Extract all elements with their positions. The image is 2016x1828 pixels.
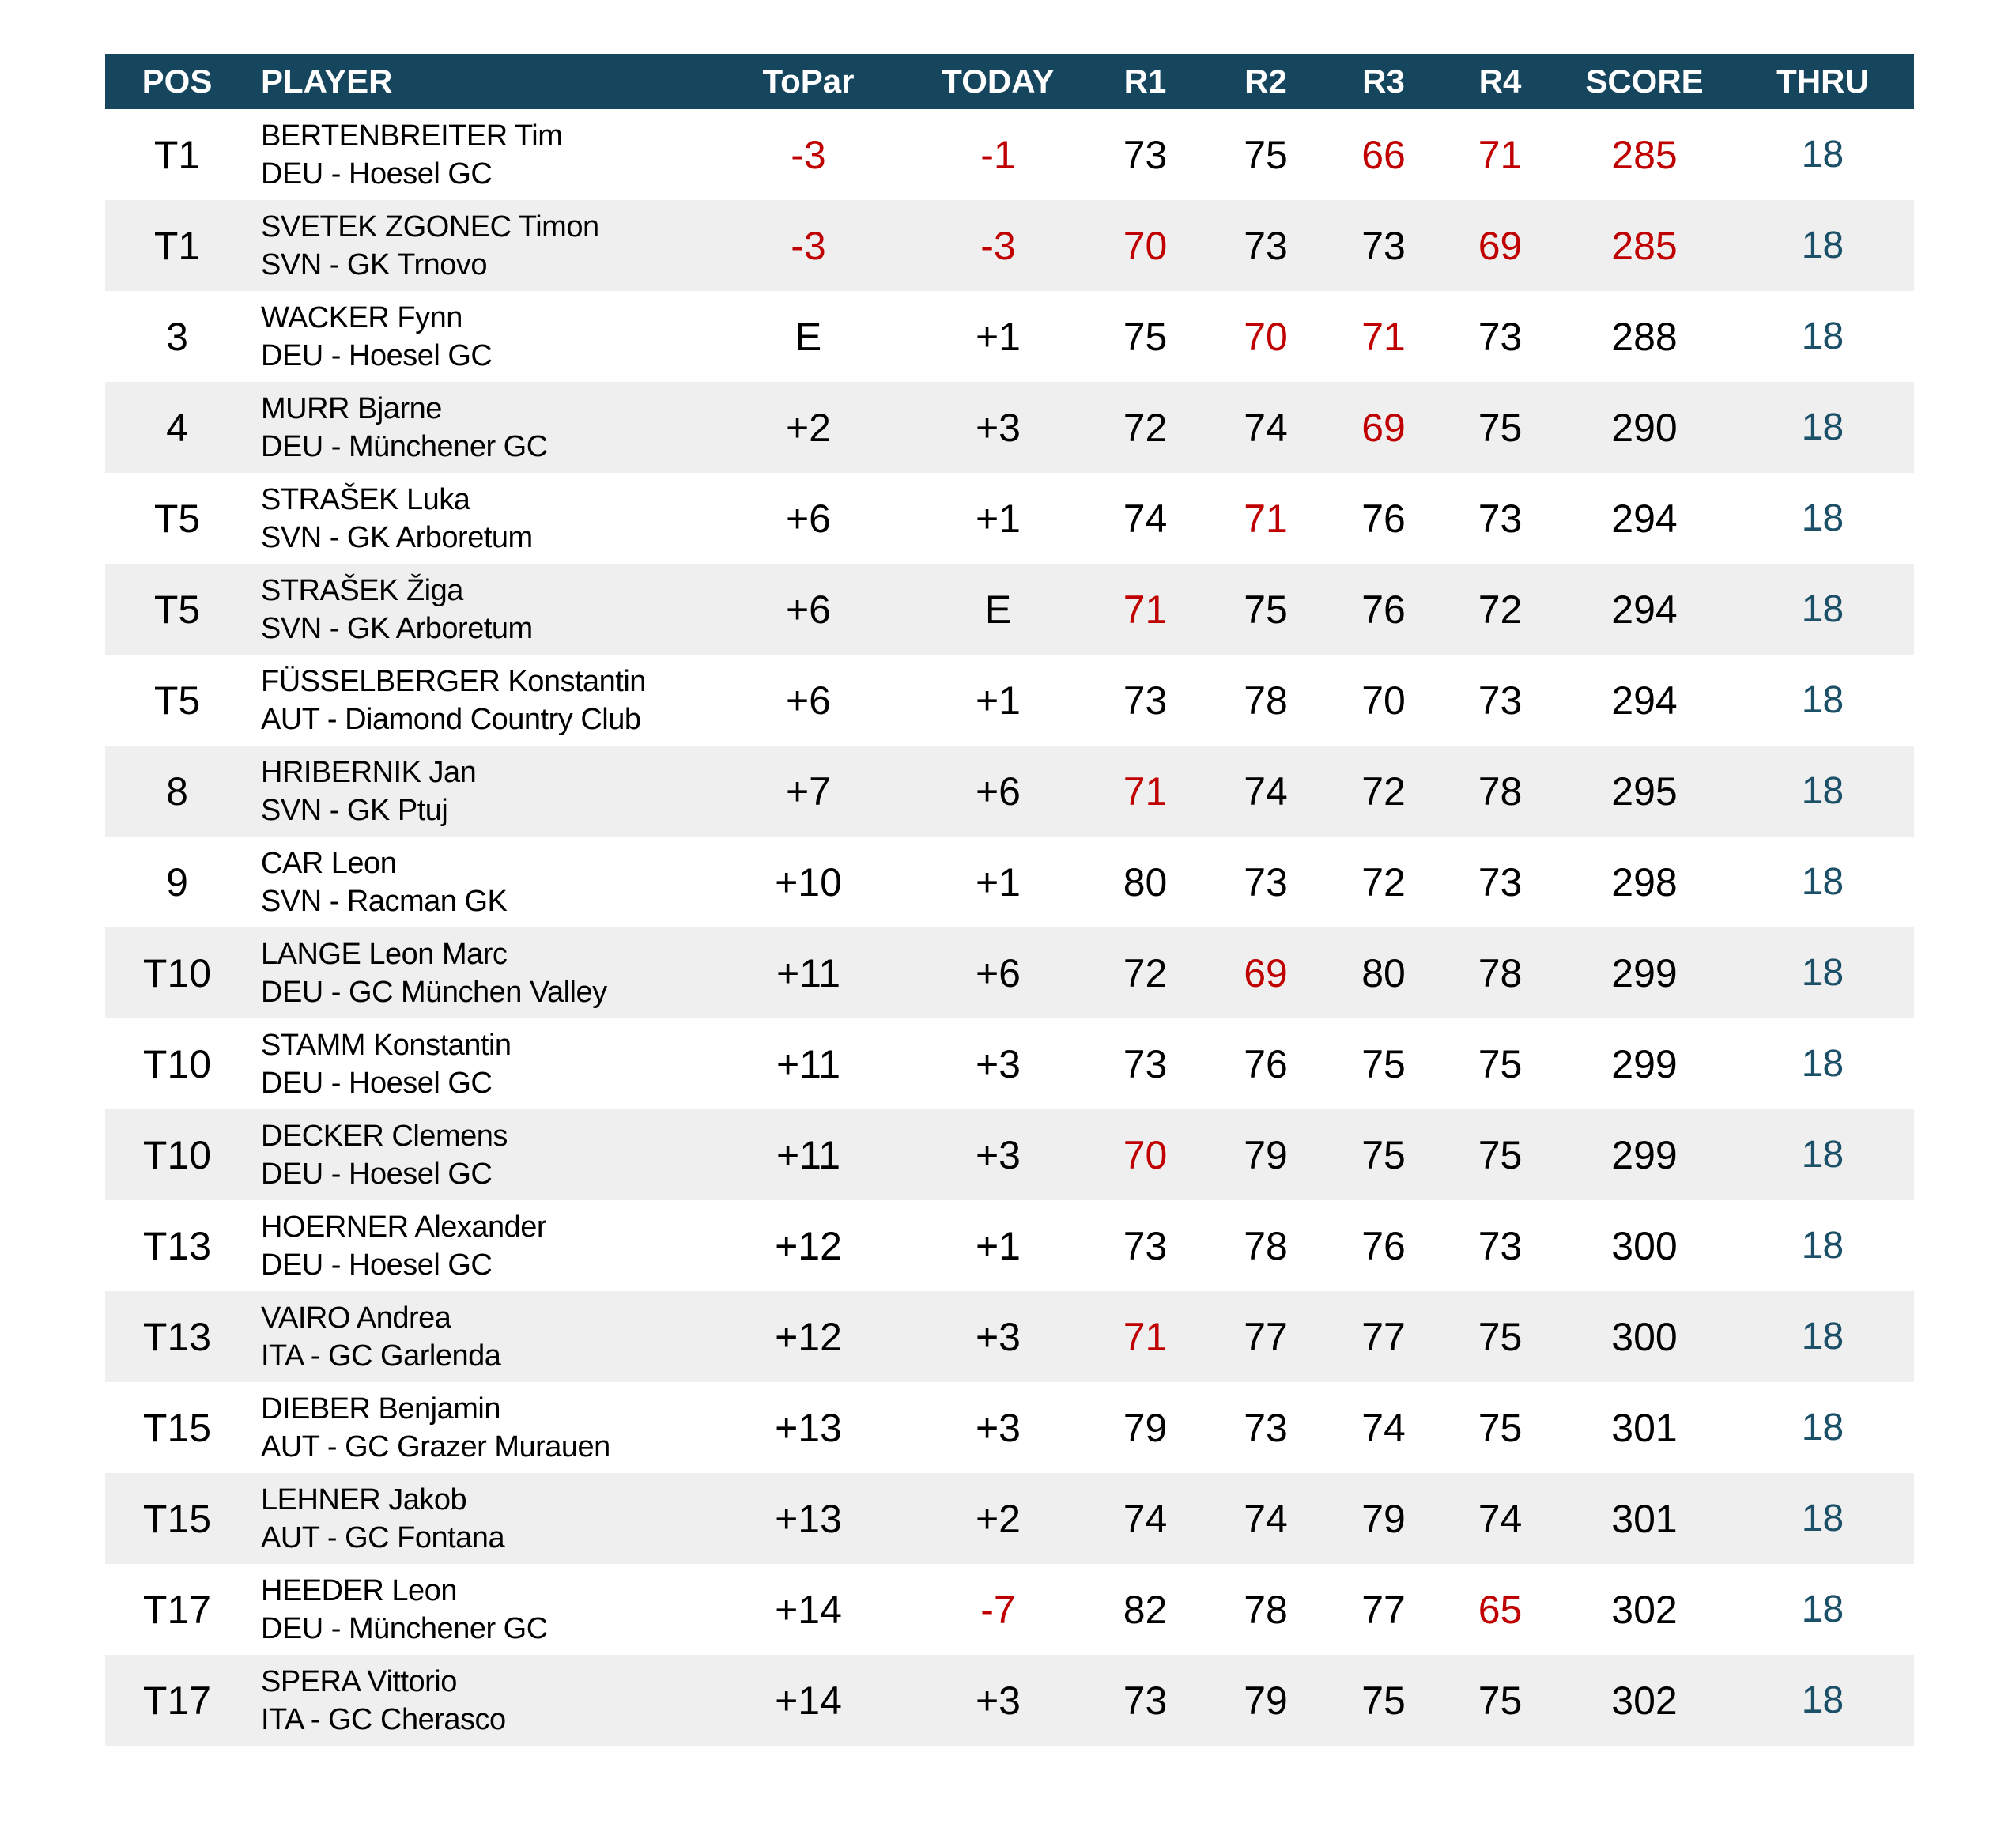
r3-cell: 74: [1361, 1405, 1406, 1450]
score-cell: 298: [1611, 859, 1678, 905]
topar-cell: +12: [775, 1223, 842, 1268]
table-row: [105, 473, 1914, 564]
r1-cell: 73: [1123, 1678, 1168, 1723]
thru-cell: 18: [1801, 1498, 1844, 1539]
r3-cell: 66: [1361, 132, 1406, 177]
r2-cell: 78: [1244, 1587, 1288, 1632]
player-name: STAMM Konstantin: [261, 1028, 512, 1062]
r2-cell: 69: [1244, 950, 1288, 995]
table-row: [105, 655, 1914, 746]
player-cell: [249, 473, 704, 564]
score-cell: 300: [1611, 1314, 1678, 1359]
score-cell: 299: [1611, 1041, 1678, 1086]
topar-cell: -3: [791, 132, 826, 177]
thru-cell: 18: [1801, 1679, 1844, 1721]
today-cell: +1: [975, 496, 1021, 541]
r3-cell: 77: [1361, 1587, 1406, 1632]
r3-cell: 79: [1361, 1496, 1406, 1541]
player-cell: [249, 746, 704, 837]
player-name: VAIRO Andrea: [261, 1301, 451, 1335]
r3-cell: 76: [1361, 496, 1406, 541]
player-cell: [249, 1018, 704, 1109]
table-row: [105, 291, 1914, 382]
topar-cell: +6: [785, 678, 831, 723]
today-cell: E: [984, 587, 1012, 632]
r2-cell: 74: [1244, 1496, 1288, 1541]
player-cell: [249, 1382, 704, 1473]
score-cell: 288: [1611, 314, 1678, 359]
thru-cell: 18: [1801, 1588, 1844, 1630]
r2-cell: 74: [1244, 405, 1288, 450]
player-name: SVETEK ZGONEC Timon: [261, 210, 599, 244]
player-name: STRAŠEK Luka: [261, 482, 470, 516]
r3-cell: 73: [1361, 223, 1406, 268]
position-cell: T17: [142, 1587, 212, 1632]
column-header-r4: R4: [1443, 54, 1557, 109]
score-cell: 299: [1611, 1132, 1678, 1177]
r2-cell: 79: [1244, 1132, 1288, 1177]
score-cell: 294: [1611, 496, 1678, 541]
table-row: [105, 1291, 1914, 1382]
today-cell: +3: [975, 405, 1021, 450]
r2-cell: 78: [1244, 678, 1288, 723]
r4-cell: 78: [1478, 769, 1523, 814]
player-cell: [249, 200, 704, 291]
today-cell: +6: [975, 769, 1021, 814]
player-club: AUT - Diamond Country Club: [261, 702, 641, 736]
r4-cell: 73: [1478, 314, 1523, 359]
position-cell: 8: [166, 769, 188, 814]
r4-cell: 73: [1478, 859, 1523, 905]
r3-cell: 77: [1361, 1314, 1406, 1359]
r3-cell: 72: [1361, 859, 1406, 905]
score-cell: 302: [1611, 1678, 1678, 1723]
topar-cell: +14: [775, 1678, 842, 1723]
position-cell: T10: [142, 1132, 212, 1177]
topar-cell: +11: [776, 950, 841, 995]
position-cell: T5: [153, 678, 201, 723]
player-club: DEU - GC München Valley: [261, 975, 607, 1009]
today-cell: +6: [975, 950, 1021, 995]
topar-cell: +12: [775, 1314, 842, 1359]
r4-cell: 65: [1478, 1587, 1523, 1632]
player-club: DEU - Hoesel GC: [261, 338, 493, 372]
topar-cell: E: [795, 314, 822, 359]
r2-cell: 73: [1244, 859, 1288, 905]
r1-cell: 73: [1123, 678, 1168, 723]
r3-cell: 69: [1361, 405, 1406, 450]
r2-cell: 77: [1244, 1314, 1288, 1359]
player-name: WACKER Fynn: [261, 300, 462, 334]
player-club: AUT - GC Grazer Murauen: [261, 1430, 610, 1464]
thru-cell: 18: [1801, 315, 1844, 357]
score-cell: 294: [1611, 587, 1678, 632]
r1-cell: 73: [1123, 1223, 1168, 1268]
table-row: [105, 200, 1914, 291]
score-cell: 295: [1611, 769, 1678, 814]
player-cell: [249, 1200, 704, 1291]
r1-cell: 71: [1123, 1314, 1168, 1359]
player-club: ITA - GC Cherasco: [261, 1702, 506, 1736]
player-name: LEHNER Jakob: [261, 1482, 467, 1516]
r4-cell: 74: [1478, 1496, 1523, 1541]
topar-cell: +2: [785, 405, 831, 450]
thru-cell: 18: [1801, 770, 1844, 812]
player-club: DEU - Münchener GC: [261, 1611, 548, 1645]
table-row: [105, 382, 1914, 473]
score-cell: 301: [1611, 1405, 1678, 1450]
topar-cell: +7: [785, 769, 831, 814]
player-name: MURR Bjarne: [261, 391, 442, 425]
today-cell: +3: [975, 1041, 1021, 1086]
topar-cell: +13: [775, 1405, 842, 1450]
r1-cell: 79: [1123, 1405, 1168, 1450]
player-club: AUT - GC Fontana: [261, 1520, 505, 1554]
player-club: ITA - GC Garlenda: [261, 1339, 501, 1373]
player-club: DEU - Hoesel GC: [261, 1066, 493, 1100]
table-row: [105, 1018, 1914, 1109]
player-club: SVN - Racman GK: [261, 884, 508, 918]
table-row: [105, 109, 1914, 200]
r3-cell: 75: [1361, 1041, 1406, 1086]
player-cell: [249, 655, 704, 746]
player-cell: [249, 1473, 704, 1564]
player-name: FÜSSELBERGER Konstantin: [261, 664, 646, 698]
score-cell: 285: [1611, 132, 1678, 177]
today-cell: -3: [980, 223, 1016, 268]
table-row: [105, 1473, 1914, 1564]
r1-cell: 74: [1123, 1496, 1168, 1541]
r1-cell: 74: [1123, 496, 1168, 541]
r3-cell: 75: [1361, 1132, 1406, 1177]
thru-cell: 18: [1801, 1043, 1844, 1085]
thru-cell: 18: [1801, 952, 1844, 994]
r4-cell: 75: [1478, 405, 1523, 450]
player-name: HRIBERNIK Jan: [261, 755, 477, 789]
player-name: DIEBER Benjamin: [261, 1392, 500, 1426]
position-cell: T1: [153, 132, 201, 177]
today-cell: +1: [975, 1223, 1021, 1268]
r4-cell: 72: [1478, 587, 1523, 632]
topar-cell: +13: [775, 1496, 842, 1541]
today-cell: +3: [975, 1314, 1021, 1359]
r2-cell: 76: [1244, 1041, 1288, 1086]
topar-cell: +6: [785, 587, 831, 632]
r4-cell: 75: [1478, 1041, 1523, 1086]
r1-cell: 71: [1123, 587, 1168, 632]
position-cell: T15: [142, 1496, 212, 1541]
r1-cell: 71: [1123, 769, 1168, 814]
thru-cell: 18: [1801, 497, 1844, 539]
position-cell: 9: [166, 859, 188, 905]
today-cell: +3: [975, 1132, 1021, 1177]
r1-cell: 73: [1123, 1041, 1168, 1086]
r4-cell: 73: [1478, 1223, 1523, 1268]
r4-cell: 75: [1478, 1678, 1523, 1723]
thru-cell: 18: [1801, 679, 1844, 721]
position-cell: T17: [142, 1678, 212, 1723]
player-cell: [249, 1109, 704, 1200]
player-name: STRAŠEK Žiga: [261, 573, 463, 607]
r2-cell: 73: [1244, 1405, 1288, 1450]
position-cell: T5: [153, 496, 201, 541]
table-row: [105, 1382, 1914, 1473]
column-header-thru: THRU: [1731, 54, 1914, 109]
r1-cell: 72: [1123, 405, 1168, 450]
score-cell: 299: [1611, 950, 1678, 995]
player-name: HEEDER Leon: [261, 1573, 457, 1607]
position-cell: T13: [142, 1314, 212, 1359]
player-club: DEU - Hoesel GC: [261, 1248, 493, 1282]
topar-cell: +14: [775, 1587, 842, 1632]
player-cell: [249, 109, 704, 200]
table-row: [105, 746, 1914, 837]
r1-cell: 75: [1123, 314, 1168, 359]
r1-cell: 72: [1123, 950, 1168, 995]
table-row: [105, 1109, 1914, 1200]
today-cell: +2: [975, 1496, 1021, 1541]
r1-cell: 70: [1123, 1132, 1168, 1177]
column-header-player: PLAYER: [249, 54, 704, 109]
player-cell: [249, 1655, 704, 1746]
r3-cell: 75: [1361, 1678, 1406, 1723]
r4-cell: 75: [1478, 1405, 1523, 1450]
position-cell: 3: [166, 314, 188, 359]
thru-cell: 18: [1801, 1407, 1844, 1448]
score-cell: 300: [1611, 1223, 1678, 1268]
topar-cell: -3: [791, 223, 826, 268]
player-name: SPERA Vittorio: [261, 1664, 457, 1698]
column-header-topar: ToPar: [704, 54, 913, 109]
r4-cell: 73: [1478, 496, 1523, 541]
today-cell: +1: [975, 678, 1021, 723]
today-cell: +1: [975, 314, 1021, 359]
thru-cell: 18: [1801, 406, 1844, 448]
player-name: CAR Leon: [261, 846, 397, 880]
position-cell: T15: [142, 1405, 212, 1450]
table-row: [105, 837, 1914, 927]
today-cell: -1: [980, 132, 1016, 177]
table-row: [105, 927, 1914, 1018]
r4-cell: 75: [1478, 1314, 1523, 1359]
player-cell: [249, 564, 704, 655]
player-cell: [249, 1291, 704, 1382]
thru-cell: 18: [1801, 225, 1844, 266]
player-name: BERTENBREITER Tim: [261, 119, 563, 153]
player-cell: [249, 1564, 704, 1655]
player-cell: [249, 837, 704, 927]
r3-cell: 70: [1361, 678, 1406, 723]
r4-cell: 71: [1478, 132, 1523, 177]
player-club: SVN - GK Ptuj: [261, 793, 448, 827]
r3-cell: 76: [1361, 587, 1406, 632]
player-club: DEU - Hoesel GC: [261, 1157, 493, 1191]
r4-cell: 69: [1478, 223, 1523, 268]
player-cell: [249, 291, 704, 382]
column-header-today: TODAY: [913, 54, 1083, 109]
position-cell: T10: [142, 1041, 212, 1086]
score-cell: 290: [1611, 405, 1678, 450]
r3-cell: 80: [1361, 950, 1406, 995]
r4-cell: 75: [1478, 1132, 1523, 1177]
r1-cell: 82: [1123, 1587, 1168, 1632]
column-header-r1: R1: [1083, 54, 1207, 109]
topar-cell: +10: [775, 859, 842, 905]
thru-cell: 18: [1801, 134, 1844, 176]
header-row: [105, 54, 1914, 109]
topar-cell: +11: [776, 1041, 841, 1086]
r2-cell: 75: [1244, 587, 1288, 632]
player-club: SVN - GK Trnovo: [261, 247, 488, 281]
score-cell: 294: [1611, 678, 1678, 723]
table-row: [105, 1200, 1914, 1291]
table-row: [105, 1655, 1914, 1746]
r3-cell: 72: [1361, 769, 1406, 814]
leaderboard-header: [105, 54, 1914, 109]
column-header-r3: R3: [1324, 54, 1443, 109]
topar-cell: +6: [785, 496, 831, 541]
player-club: DEU - Hoesel GC: [261, 157, 493, 191]
r1-cell: 80: [1123, 859, 1168, 905]
thru-cell: 18: [1801, 1225, 1844, 1267]
position-cell: T1: [153, 223, 201, 268]
r2-cell: 78: [1244, 1223, 1288, 1268]
topar-cell: +11: [776, 1132, 841, 1177]
r1-cell: 70: [1123, 223, 1168, 268]
column-header-r2: R2: [1207, 54, 1324, 109]
r2-cell: 79: [1244, 1678, 1288, 1723]
player-club: SVN - GK Arboretum: [261, 520, 533, 554]
today-cell: -7: [980, 1587, 1016, 1632]
score-cell: 302: [1611, 1587, 1678, 1632]
player-cell: [249, 927, 704, 1018]
r3-cell: 71: [1361, 314, 1406, 359]
thru-cell: 18: [1801, 1134, 1844, 1176]
r2-cell: 73: [1244, 223, 1288, 268]
column-header-pos: POS: [105, 54, 249, 109]
column-header-score: SCORE: [1557, 54, 1731, 109]
score-cell: 301: [1611, 1496, 1678, 1541]
today-cell: +1: [975, 859, 1021, 905]
position-cell: 4: [166, 405, 188, 450]
leaderboard-body: [105, 109, 1914, 1746]
today-cell: +3: [975, 1405, 1021, 1450]
r3-cell: 76: [1361, 1223, 1406, 1268]
r2-cell: 71: [1244, 496, 1288, 541]
r2-cell: 75: [1244, 132, 1288, 177]
leaderboard-table: [105, 54, 1914, 1746]
position-cell: T10: [142, 950, 212, 995]
thru-cell: 18: [1801, 1316, 1844, 1358]
r4-cell: 73: [1478, 678, 1523, 723]
player-name: LANGE Leon Marc: [261, 937, 508, 971]
r2-cell: 70: [1244, 314, 1288, 359]
player-club: DEU - Münchener GC: [261, 429, 548, 463]
position-cell: T13: [142, 1223, 212, 1268]
table-row: [105, 1564, 1914, 1655]
player-cell: [249, 382, 704, 473]
r4-cell: 78: [1478, 950, 1523, 995]
r1-cell: 73: [1123, 132, 1168, 177]
player-name: HOERNER Alexander: [261, 1210, 547, 1244]
today-cell: +3: [975, 1678, 1021, 1723]
score-cell: 285: [1611, 223, 1678, 268]
thru-cell: 18: [1801, 588, 1844, 630]
table-row: [105, 564, 1914, 655]
player-club: SVN - GK Arboretum: [261, 611, 533, 645]
thru-cell: 18: [1801, 861, 1844, 903]
player-name: DECKER Clemens: [261, 1119, 508, 1153]
r2-cell: 74: [1244, 769, 1288, 814]
position-cell: T5: [153, 587, 201, 632]
